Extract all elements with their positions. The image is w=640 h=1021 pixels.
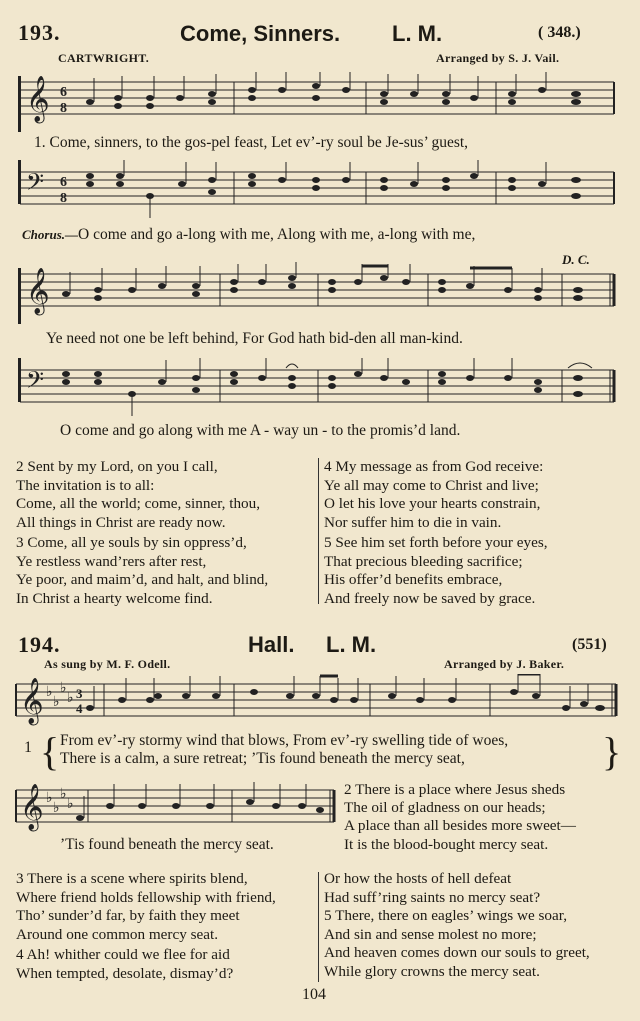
hymn-193-lyric-line-2: Ye need not one be left behind, For God hath bid-den all man-kind. bbox=[46, 330, 463, 347]
verse-line: Nor suffer him to die in vain. bbox=[324, 513, 502, 531]
svg-text:6: 6 bbox=[60, 85, 67, 100]
hymn-193-title: Come, Sinners. bbox=[180, 21, 341, 46]
hymn-193-chorus-line-2: O come and go along with me A - way un - to the promis’d land. bbox=[60, 422, 461, 439]
hymn-193-chorus-line-1: O come and go a-long with me, Along with me, a-long with me, bbox=[78, 226, 476, 243]
verse-divider bbox=[318, 458, 319, 604]
bass-staff-193-1 bbox=[0, 160, 640, 222]
verse-line: Around one common mercy seat. bbox=[16, 925, 219, 943]
verse-line: 3 There is a scene where spirits blend, bbox=[16, 870, 248, 887]
dc-mark: D. C. bbox=[562, 252, 590, 267]
verse-line: The invitation is to all: bbox=[16, 476, 155, 494]
hymn-194-verse1-line2: There is a calm, a sure retreat; ’Tis found beneath the mercy seat, bbox=[60, 750, 465, 767]
hymn-194-verse-2 bbox=[344, 781, 576, 854]
verse-line: Had suff’ring saints no mercy seat? bbox=[324, 888, 541, 906]
svg-text:♭: ♭ bbox=[53, 801, 60, 816]
hymn-194-verses-right bbox=[324, 870, 590, 981]
verse-line: Or how the hosts of hell defeat bbox=[324, 870, 512, 887]
hymn-194-refrain: ’Tis found beneath the mercy seat. bbox=[60, 836, 274, 853]
svg-text:𝄢: 𝄢 bbox=[26, 168, 45, 201]
verse-line: And freely now be saved by grace. bbox=[324, 589, 536, 607]
hymn-194-title: Hall. bbox=[248, 632, 295, 657]
hymn-194-number: 194. bbox=[18, 632, 61, 657]
treble-staff-194-1 bbox=[0, 674, 640, 732]
svg-text:6: 6 bbox=[60, 175, 67, 190]
hymn-193-alt-number: ( 348.) bbox=[538, 24, 581, 41]
svg-text:♭: ♭ bbox=[46, 791, 53, 806]
svg-text:𝄞: 𝄞 bbox=[20, 784, 44, 830]
verse-line: That precious bleeding sacrifice; bbox=[324, 552, 523, 570]
verse-line: Where friend holds fellowship with friend, bbox=[16, 888, 276, 906]
hymn-194-singer: As sung by M. F. Odell. bbox=[44, 657, 171, 671]
verse-line: 5 There, there on eagles’ wings we soar, bbox=[324, 907, 568, 924]
svg-text:𝄞: 𝄞 bbox=[26, 76, 50, 122]
svg-text:♭: ♭ bbox=[60, 787, 67, 802]
hymn-193-verses-left bbox=[16, 458, 268, 608]
verse-divider bbox=[318, 872, 319, 982]
verse-line: Tho’ sunder’d far, by faith they meet bbox=[16, 907, 240, 924]
verse-line: 3 Come, all ye souls by sin oppress’d, bbox=[16, 534, 247, 551]
hymn-193-lyric-line-1: 1. Come, sinners, to the gos-pel feast, Let ev’-ry soul be Je-sus’ guest, bbox=[34, 134, 469, 151]
treble-staff-193-1 bbox=[0, 70, 640, 132]
hymn-193-arranger: Arranged by S. J. Vail. bbox=[436, 51, 560, 65]
verse-line: All things in Christ are ready now. bbox=[16, 513, 226, 531]
verse-line: 5 See him set forth before your eyes, bbox=[324, 534, 548, 551]
page-number: 104 bbox=[302, 986, 326, 1003]
svg-text:♭: ♭ bbox=[60, 681, 67, 696]
bass-staff-193-2 bbox=[0, 358, 640, 420]
treble-staff-193-2 bbox=[0, 262, 640, 324]
verse-line: Ye all may come to Christ and live; bbox=[324, 476, 539, 494]
hymn-193-number: 193. bbox=[18, 20, 61, 45]
hymn-193-meter: L. M. bbox=[392, 21, 443, 46]
hymn-194-verse1-line1: From ev’-ry stormy wind that blows, From ev’-ry swelling tide of woes, bbox=[60, 732, 509, 749]
hymn-194-verse-number: 1 bbox=[24, 739, 32, 756]
svg-text:8: 8 bbox=[60, 101, 67, 116]
svg-text:𝄞: 𝄞 bbox=[26, 268, 50, 314]
verse-line: When tempted, desolate, dismay’d? bbox=[16, 964, 234, 982]
svg-text:8: 8 bbox=[60, 191, 67, 206]
verse-line: While glory crowns the mercy seat. bbox=[324, 962, 540, 980]
svg-text:♭: ♭ bbox=[67, 797, 74, 812]
hymn-194-arranger: Arranged by J. Baker. bbox=[444, 657, 565, 671]
svg-text:♭: ♭ bbox=[46, 685, 53, 700]
verse-line: It is the blood-bought mercy seat. bbox=[344, 835, 549, 853]
svg-text:♭: ♭ bbox=[67, 691, 74, 706]
verse-line: His offer’d benefits embrace, bbox=[324, 571, 503, 588]
svg-text:3: 3 bbox=[76, 686, 83, 701]
hymn-193-composer: CARTWRIGHT. bbox=[58, 51, 149, 65]
hymn-194-alt-number: (551) bbox=[572, 636, 607, 653]
verse-line: In Christ a hearty welcome find. bbox=[16, 589, 213, 607]
hymn-194-verses-left bbox=[16, 870, 276, 983]
verse-line: The oil of gladness on our heads; bbox=[344, 799, 546, 817]
verse-line: Ye restless wand’rers after rest, bbox=[16, 552, 207, 570]
verse-line: Ye poor, and maim’d, and halt, and blind, bbox=[16, 571, 269, 588]
verse-line: Come, all the world; come, sinner, thou, bbox=[16, 495, 261, 512]
hymn-193-verses-right bbox=[324, 458, 548, 608]
right-brace: } bbox=[602, 729, 622, 774]
treble-staff-194-2 bbox=[0, 780, 340, 836]
verse-line: 4 My message as from God receive: bbox=[324, 458, 544, 475]
verse-line: 4 Ah! whither could we flee for aid bbox=[16, 946, 230, 963]
verse-line: And heaven comes down our souls to greet, bbox=[324, 944, 590, 961]
svg-text:♭: ♭ bbox=[53, 695, 60, 710]
svg-text:𝄞: 𝄞 bbox=[20, 678, 44, 724]
chorus-label: Chorus.— bbox=[22, 227, 78, 242]
verse-line: 2 Sent by my Lord, on you I call, bbox=[16, 458, 218, 475]
verse-line: 2 There is a place where Jesus sheds bbox=[344, 781, 566, 798]
left-brace: { bbox=[40, 729, 60, 774]
hymn-194-meter: L. M. bbox=[326, 632, 377, 657]
verse-line: A place than all besides more sweet— bbox=[344, 817, 576, 835]
verse-line: O let his love your hearts constrain, bbox=[324, 495, 541, 512]
svg-text:𝄢: 𝄢 bbox=[26, 366, 45, 399]
svg-text:4: 4 bbox=[76, 701, 83, 716]
verse-line: And sin and sense molest no more; bbox=[324, 925, 537, 943]
